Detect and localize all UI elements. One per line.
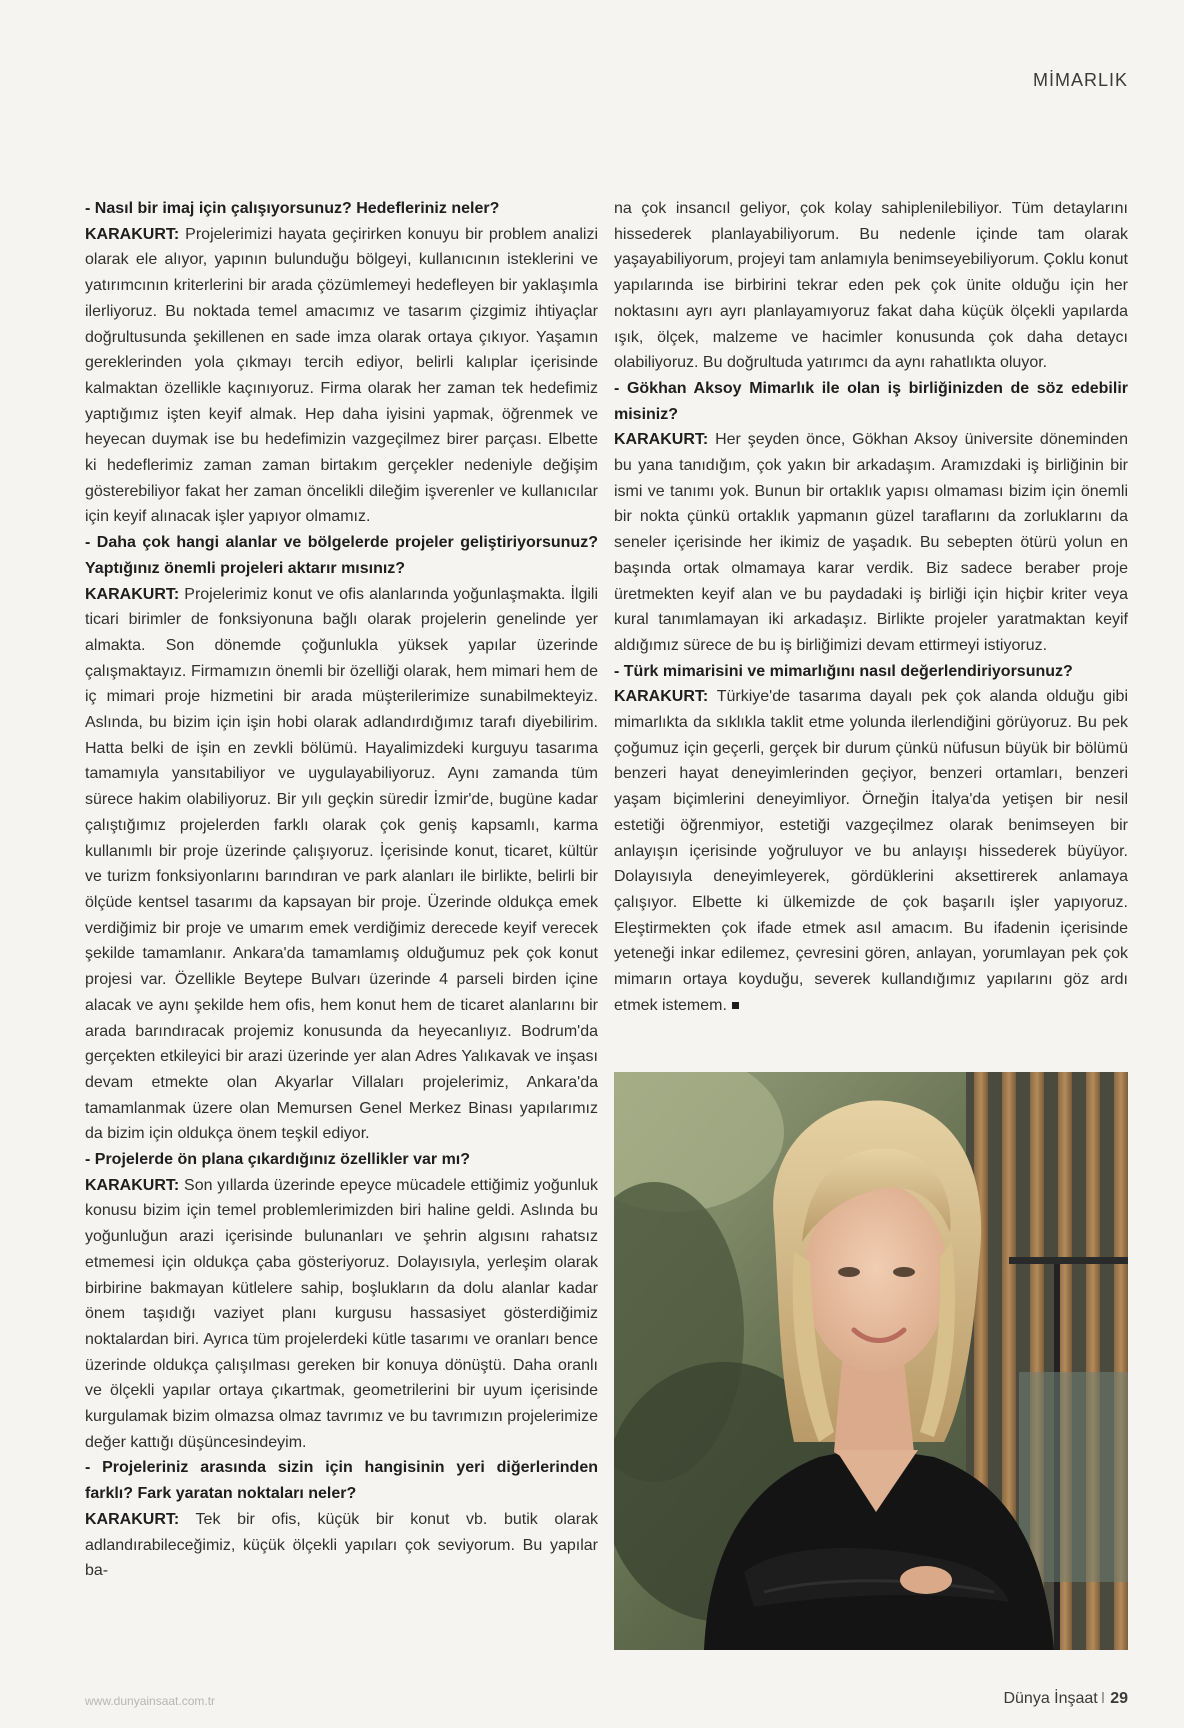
interview-question: - Daha çok hangi alanlar ve bölgelerde projeler geliştiriyorsunuz? Yaptığınız önemli projeleri aktarır mısınız?	[85, 534, 598, 577]
answer-text: Türkiye'de tasarıma dayalı pek çok alanda olduğu gibi mimarlıkta da sıklıkla taklit etme yolunda ilerlendiğini görüyoruz. Bu pek çoğumuz için geçerli, gerçek bir durum çünkü nüfusun büyük bir bölümü benzeri hayat deneyimlerinden geçiyor, benzeri ortamları, benzeri yaşam biçimlerini deneyimliyor. Örneğin İtalya'da yetişen bir nesil estetiği öğrenmiyor, estetiği vazgeçilmez olarak benimseyen bir anlayışın içerisinde yoğruluyor ve bu anlayışı hissederek büyüyor. Dolayısıyla deneyimleyerek, gördüklerini aksettirerek anlamaya çalışıyor. Elbette ki ülkemizde de çok başarılı işler yapıyoruz. Eleştirmekten çok ifade etmek asıl amacım. Bu ifadenin içerisinde yeteneği inkar edilemez, çevresini gören, anlayan, yorumlayan pek çok mimarın ortaya koyduğu, severek kullandığımız yapılarını göz ardı etmek istemem.	[614, 688, 1128, 1014]
page-number: 29	[1110, 1690, 1128, 1707]
speaker-label: KARAKURT:	[85, 1510, 180, 1528]
footer-url[interactable]: www.dunyainsaat.com.tr	[85, 1694, 216, 1708]
footer-magazine	[1003, 1690, 1128, 1708]
interview-question: - Gökhan Aksoy Mimarlık ile olan iş birliğinizden de söz edebilir misiniz?	[614, 379, 1128, 423]
interview-answer	[85, 222, 598, 530]
answer-text: Projelerimizi hayata geçirirken konuyu bir problem analizi olarak ele alıyor, yapının bulunduğu bölgeyi, kullanıcının isteklerini ve yatırımcının kriterlerini bir arada çözümlemeyi hedefleyen bir yaklaşımla ilerliyoruz. Bu noktada temel amacımız ve tasarım çizgimiz ihtiyaçlar doğrultusunda şekillenen en sade imza olarak ortaya çıkıyor. Yaşamın gereklerinden yola çıkmayı tercih ediyor, belirli kalıplar içerisinde kalmaktan özellikle kaçınıyoruz. Firma olarak her zaman tek hedefimiz yaptığımız işten keyif almak. Hep daha iyisini yapmak, öğrenmek ve heyecan duymak ise bu hedefimizin vazgeçilmez birer parçası. Elbette ki hedeflerimiz zaman zaman birtakım gerçekler nedeniyle değişim gösterebiliyor fakat her zaman öncelikli dileğim işverenler ve kullanıcılar için keyif alınacak işler yapıyor olmamız.	[85, 225, 598, 526]
speaker-label: KARAKURT:	[614, 431, 709, 449]
interview-answer	[85, 1173, 598, 1456]
speaker-label: KARAKURT:	[614, 688, 709, 706]
speaker-label: KARAKURT:	[85, 1176, 180, 1194]
section-label: MİMARLIK	[1032, 70, 1128, 90]
interview-question: - Nasıl bir imaj için çalışıyorsunuz? Hedefleriniz neler?	[85, 200, 500, 217]
interview-question: - Projelerde ön plana çıkardığınız özellikler var mı?	[85, 1151, 471, 1169]
interview-answer	[614, 196, 1128, 376]
speaker-label: KARAKURT:	[85, 585, 180, 603]
interview-question: - Türk mimarisini ve mimarlığını nasıl değerlendiriyorsunuz?	[614, 662, 1073, 680]
portrait-photo	[614, 1072, 1128, 1650]
interview-answer	[85, 1507, 598, 1584]
end-mark-icon	[732, 1002, 739, 1009]
answer-text: Tek bir ofis, küçük bir konut vb. butik olarak adlandırabileceğimiz, küçük ölçekli yapıları çok seviyorum. Bu yapılar ba-	[85, 1510, 598, 1580]
speaker-label: KARAKURT:	[85, 225, 180, 243]
answer-text: Projelerimiz konut ve ofis alanlarında yoğunlaşmakta. İlgili ticari birimler de fonksiyonuna bağlı olarak projelerin genelinde yer almakta. Son dönemde çoğunlukla yüksek yapılar üzerinde çalışmaktayız. Firmamızın önemli bir özelliği olarak, hem mimari hem de iç mimari proje hizmetini bir arada müşterilerimize sunabilmekteyiz. Aslında, bu bizim için işin hobi olarak adlandırdığımız tarafı diyebilirim. Hatta belki de işin en zevkli bölümü. Hayalimizdeki kurguyu tasarıma tamamıyla yansıtabiliyor ve uygulayabiliyoruz. Aynı zamanda tüm sürece hakim olabiliyoruz. Bir yılı geçkin süredir İzmir'de, bugüne kadar çalıştığımız projelerden farklı olarak çok geniş kapsamlı, karma kullanımlı bir proje üzerinde çalışıyoruz. İçerisinde konut, ticaret, kültür ve turizm fonksiyonlarını barındıran ve park alanları ile birlikte, belirli bir ölçüde kentsel tasarımı da kapsayan bir proje. Üzerinde oldukça emek verdiğimiz bir proje ve umarım emek verdiğimiz derecede keyif verecek şekilde tamamlanır. Ankara'da tamamlamış olduğumuz pek çok konut projesi var. Özellikle Beytepe Bulvarı üzerinde 4 parseli birden içine alacak ve aynı şekilde hem ofis, hem konut hem de ticaret alanlarını bir arada barındıracak projemiz konusunda da heyecanlıyız. Bodrum'da gerçekten etkileyici bir arazi üzerinde yer alan Adres Yalıkavak ve inşası devam etmekte olan Akyarlar Villaları projelerimiz, Ankara'da tamamlanmak üzere olan Memursen Genel Merkez Binası yapılarımız da bizim için oldukça önem teşkil ediyor.	[85, 585, 598, 1143]
right-column	[614, 196, 1128, 1019]
interview-question: - Projeleriniz arasında sizin için hangisinin yeri diğerlerinden farklı? Fark yaratan noktaları neler?	[85, 1459, 598, 1503]
answer-text: na çok insancıl geliyor, çok kolay sahiplenilebiliyor. Tüm detaylarını hissederek planlayabiliyorum. Bu nedenle içinde tam olarak yaşayabiliyorum, projeyi tam anlamıyla benimseyebiliyorum. Çoklu konut yapılarında ise birbirini tekrar eden pek çok ünite olduğu için her noktasını ayrı ayrı planlayamıyoruz fakat daha küçük ölçekli yapılarda ışık, ölçek, malzeme ve hacimler konusunda çok daha detaycı olabiliyoruz. Bu doğrultuda yatırımcı da aynı rahatlıkta oluyor.	[614, 200, 1128, 372]
answer-text: Her şeyden önce, Gökhan Aksoy üniversite döneminden bu yana tanıdığım, çok yakın bir arkadaşım. Aramızdaki iş birliğinin bir ismi ve tanımı yok. Bunun bir ortaklık yapısı olmaması bizim için önemli bir nokta çünkü ortaklık yapmanın güzel taraflarını da zorluklarını da seneler içerisinde her ikimiz de yaşadık. Bu sebepten ötürü yolun en başında ortak olmamaya karar verdik. Biz sadece beraber proje üretmekten keyif alan ve bu paydadaki iş birliği için hiçbir kriter veya kural tanımlamayan iki arkadaşız. Birlikte projeler yaratmaktan keyif aldığımız sürece de bu iş birliğimizi devam ettirmeyi istiyoruz.	[614, 431, 1128, 654]
interview-answer	[614, 427, 1128, 658]
answer-text: Son yıllarda üzerinde epeyce mücadele ettiğimiz yoğunluk konusu bizim için temel problemlerimizden biri haline geldi. Aslında bu yoğunluğun arazi içerisinde bulunanları ve şehrin algısını rahatsız etmemesi için oldukça çaba gösteriyoruz. Dolayısıyla, yerleşim olarak birbirine bakmayan kütlelere sahip, boşlukların da dolu alanlar kadar önem taşıdığı vaziyet planı kurgusu hassasiyet gösterdiğimiz noktalardan biri. Ayrıca tüm projelerdeki kütle tasarımı ve oranları bence üzerinde oldukça çalışılması gereken bir konuya dönüştü. Daha oranlı ve ölçekli yapılar ortaya çıkartmak, geometrilerini bir uyum içerisinde kurgulamak bizim olmazsa olmaz tavrımız ve bu tavrımızın projelerimize değer kattığı düşüncesindeyim.	[85, 1176, 598, 1451]
footer-separator: I	[1100, 1690, 1106, 1707]
left-column	[85, 196, 598, 1584]
interview-answer	[614, 684, 1128, 1018]
magazine-name: Dünya İnşaat	[1003, 1690, 1098, 1707]
interview-answer	[85, 582, 598, 1147]
